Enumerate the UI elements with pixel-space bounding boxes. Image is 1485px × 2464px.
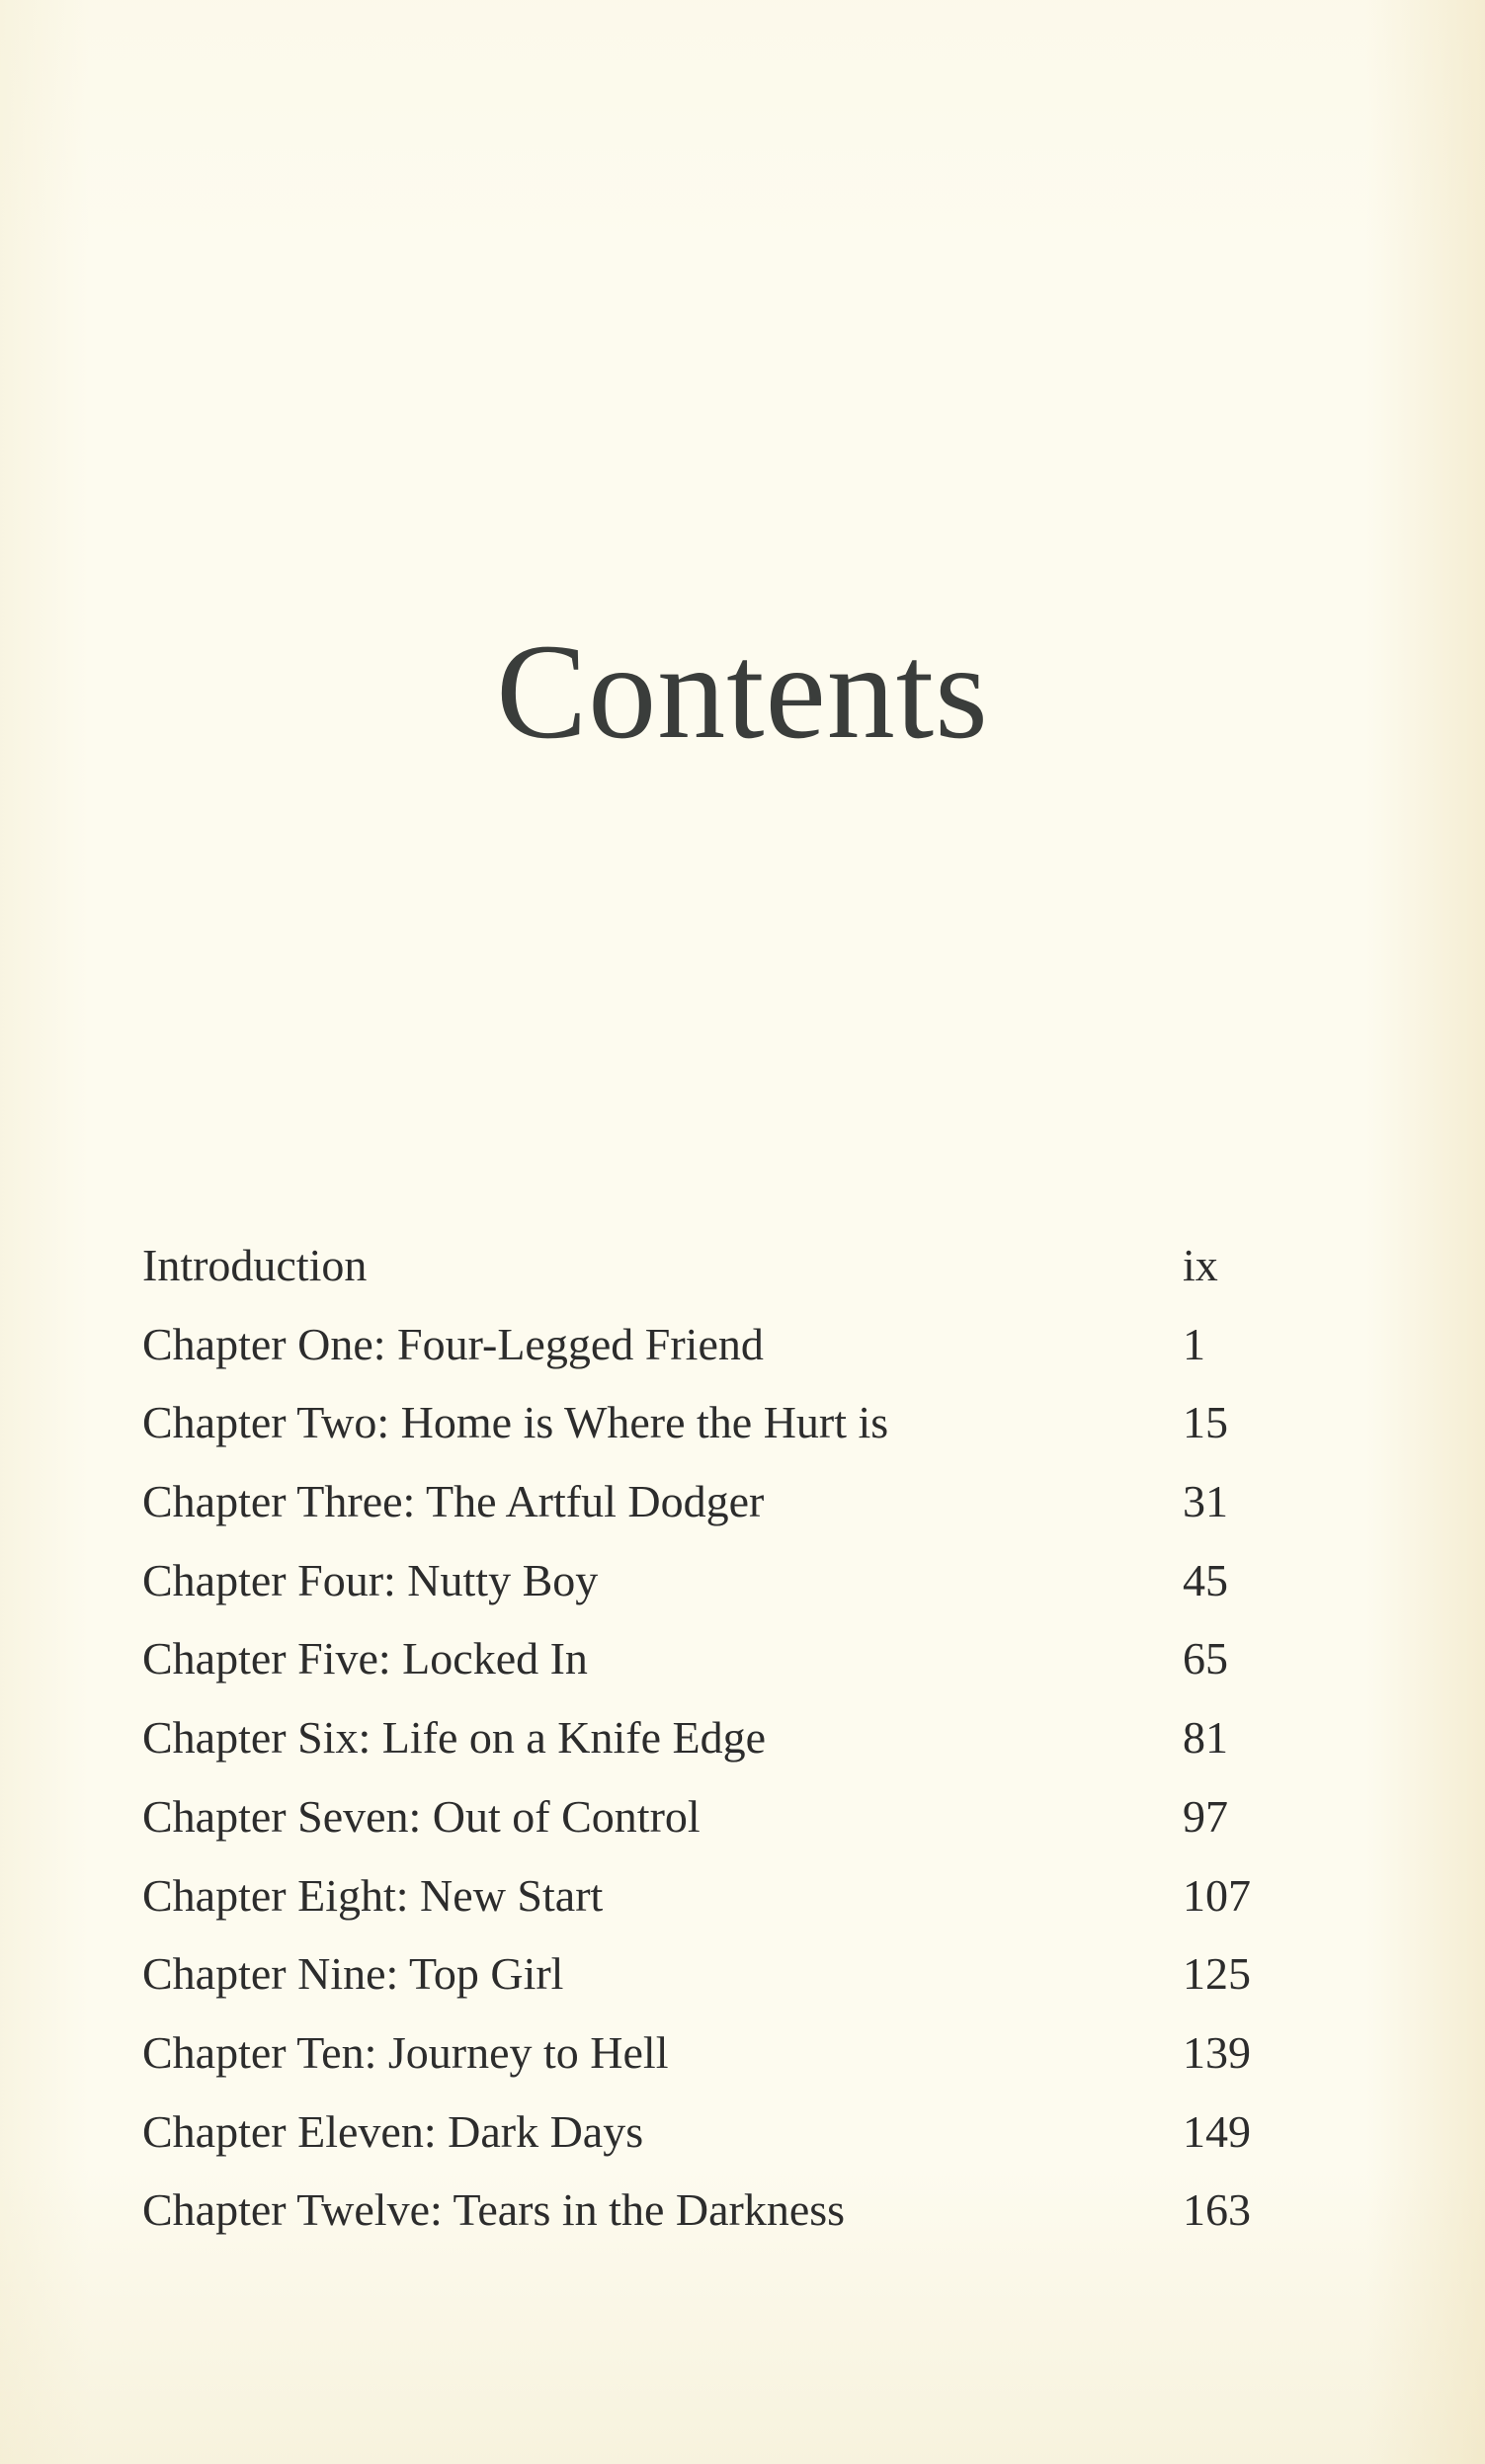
page-title: Contents xyxy=(496,616,989,767)
toc-entry-page-number: 97 xyxy=(1183,1790,1228,1842)
toc-entry-chapter-two xyxy=(142,1392,1328,1471)
toc-entry-title: Chapter Eleven: Dark Days xyxy=(142,2105,644,2157)
toc-entry-chapter-eight xyxy=(142,1865,1328,1944)
toc-entry-title: Chapter Twelve: Tears in the Darkness xyxy=(142,2184,846,2236)
table-of-contents xyxy=(142,1235,1328,2259)
toc-entry-chapter-eleven xyxy=(142,2101,1328,2180)
toc-entry-page-number: 107 xyxy=(1183,1869,1251,1921)
toc-entry-title: Chapter Ten: Journey to Hell xyxy=(142,2026,669,2078)
toc-entry-chapter-nine xyxy=(142,1943,1328,2022)
toc-entry-page-number: 81 xyxy=(1183,1712,1228,1764)
toc-entry-page-number: 45 xyxy=(1183,1554,1228,1605)
toc-entry-title: Chapter Six: Life on a Knife Edge xyxy=(142,1712,767,1764)
toc-entry-title: Chapter Three: The Artful Dodger xyxy=(142,1476,765,1527)
toc-entry-page-number: 149 xyxy=(1183,2105,1251,2157)
toc-entry-page-number: ix xyxy=(1183,1240,1218,1290)
toc-entry-page-number: 1 xyxy=(1183,1318,1205,1369)
toc-entry-page-number: 65 xyxy=(1183,1633,1228,1684)
toc-entry-title: Chapter One: Four-Legged Friend xyxy=(142,1318,764,1369)
toc-entry-chapter-four xyxy=(142,1550,1328,1629)
toc-entry-page-number: 139 xyxy=(1183,2026,1251,2078)
toc-entry-chapter-six xyxy=(142,1707,1328,1786)
toc-entry-title: Chapter Two: Home is Where the Hurt is xyxy=(142,1397,889,1448)
toc-entry-title: Chapter Nine: Top Girl xyxy=(142,1948,564,2000)
toc-entry-title: Chapter Five: Locked In xyxy=(142,1633,588,1684)
toc-entry-title: Chapter Four: Nutty Boy xyxy=(142,1554,599,1605)
toc-entry-page-number: 15 xyxy=(1183,1397,1228,1448)
toc-entry-chapter-one xyxy=(142,1314,1328,1393)
toc-entry-chapter-five xyxy=(142,1628,1328,1707)
toc-entry-title: Chapter Seven: Out of Control xyxy=(142,1790,701,1842)
toc-entry-chapter-seven xyxy=(142,1786,1328,1865)
toc-entry-chapter-twelve xyxy=(142,2179,1328,2259)
toc-entry-page-number: 125 xyxy=(1183,1948,1251,2000)
toc-entry-title: Chapter Eight: New Start xyxy=(142,1869,604,1921)
toc-entry-title: Introduction xyxy=(142,1240,368,1290)
toc-entry-introduction xyxy=(142,1235,1328,1314)
toc-entry-page-number: 163 xyxy=(1183,2184,1251,2236)
toc-entry-chapter-three xyxy=(142,1471,1328,1550)
toc-entry-chapter-ten xyxy=(142,2022,1328,2101)
toc-entry-page-number: 31 xyxy=(1183,1476,1228,1527)
